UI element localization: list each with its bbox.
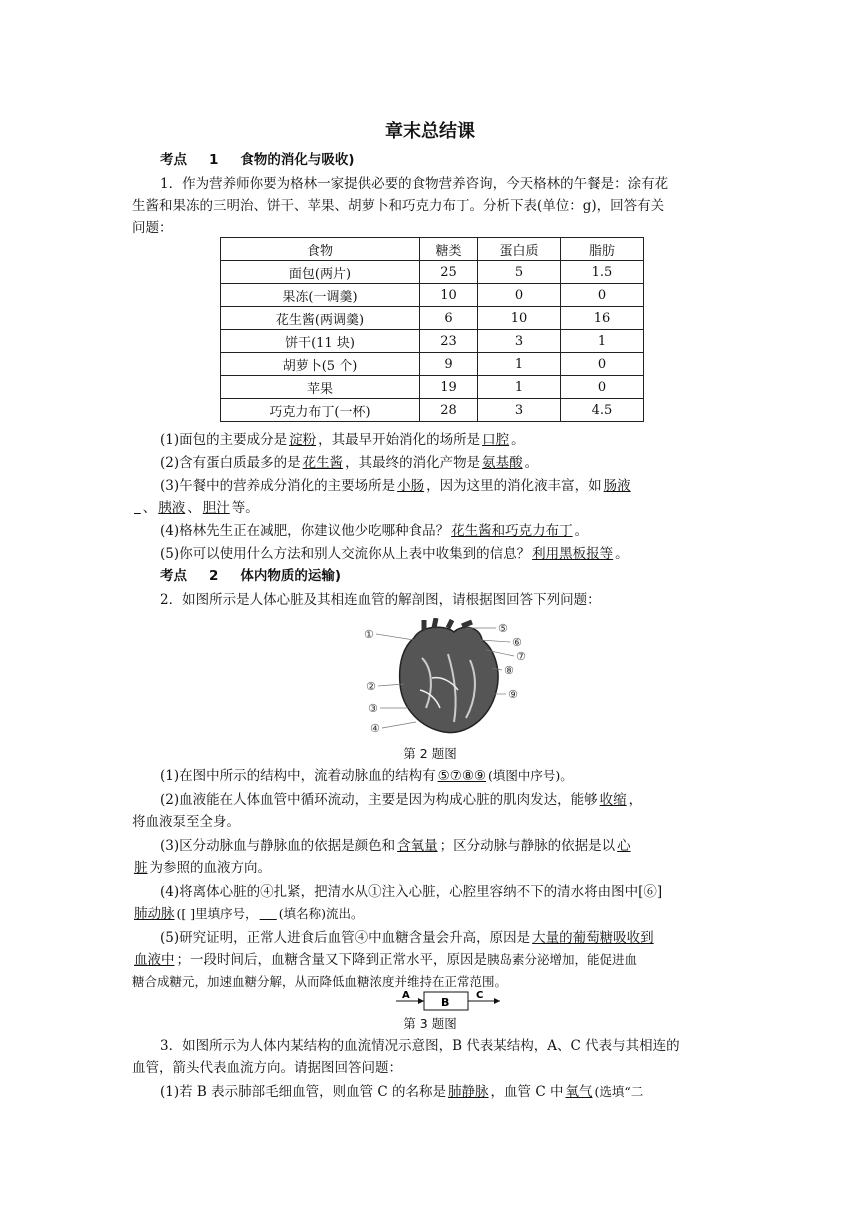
table-header: 脂肪 xyxy=(561,238,644,261)
answer: 肠液 xyxy=(603,478,631,494)
section-heading-2 xyxy=(160,566,732,586)
table-cell: 面包(两片) xyxy=(221,261,420,284)
table-cell: 3 xyxy=(478,399,561,422)
q2-part-2-cont: 将血液泵至全身。 xyxy=(132,814,240,830)
answer: 肺动脉 xyxy=(134,906,175,922)
answer: 利用黑板报等 xyxy=(532,546,614,562)
table-cell: 饼干(11 块) xyxy=(221,330,420,353)
heart-body xyxy=(400,627,498,732)
q1-part-1: (1)面包的主要成分是 淀粉 ，其最早开始消化的场所是 口腔 。 xyxy=(160,432,525,448)
table-cell: 0 xyxy=(561,284,644,307)
table-cell: 1 xyxy=(478,376,561,399)
answer: 含氧量 xyxy=(397,838,438,854)
table-cell: 28 xyxy=(420,399,478,422)
q3-stem: 血管，箭头代表血流方向。请据图回答问题： xyxy=(132,1060,402,1076)
structure-b-label: B xyxy=(441,996,450,1009)
table-cell: 10 xyxy=(420,284,478,307)
answer: 收缩 xyxy=(599,792,627,808)
table-row xyxy=(221,261,644,284)
figure-label: ⑧ xyxy=(504,664,514,677)
figure-label: ① xyxy=(364,628,374,641)
table-row xyxy=(221,399,644,422)
q2-part-5-cont: 血液中 ；一段时间后，血糖含量又下降到正常水平，原因是胰岛素分泌增加，能促进血 xyxy=(134,952,638,968)
table-cell: 0 xyxy=(561,376,644,399)
answer: 氧气 xyxy=(565,1084,593,1100)
table-cell: 花生酱(两调羹) xyxy=(221,307,420,330)
table-header: 糖类 xyxy=(420,238,478,261)
table-cell: 苹果 xyxy=(221,376,420,399)
table-row xyxy=(221,376,644,399)
table-header: 食物 xyxy=(221,238,420,261)
answer: 胰岛素分泌增加，能促进血 xyxy=(487,952,638,967)
answer: 肺静脉 xyxy=(448,1084,489,1100)
figure-caption: 第 3 题图 xyxy=(403,1016,457,1031)
table-cell: 23 xyxy=(420,330,478,353)
answer: ⑤⑦⑧⑨ xyxy=(437,768,487,784)
answer: 糖合成糖元，加速血糖分解，从而降低血糖浓度并维持在正常范围 xyxy=(132,974,495,989)
blood-flow-diagram xyxy=(396,990,500,1012)
q1-stem: 1．作为营养师你要为格林一家提供必要的食物营养咨询，今天格林的午餐是：涂有花 xyxy=(160,176,669,192)
table-header-row xyxy=(221,238,644,261)
q2-part-3: (3)区分动脉血与静脉血的依据是颜色和 含氧量 ；区分动脉与静脉的依据是以 心 xyxy=(160,838,631,854)
figure-caption: 第 2 题图 xyxy=(403,746,457,761)
figure-label: ③ xyxy=(368,702,378,715)
q2-part-2: (2)血液能在人体血管中循环流动，主要是因为构成心脏的肌肉发达，能够 收缩 ， xyxy=(160,792,643,808)
vessel-a-label: A xyxy=(402,990,410,1001)
table-cell: 5 xyxy=(478,261,561,284)
q1-part-3-cont: 、 胰液 、 胆汁 等。 xyxy=(142,500,259,516)
answer: 淀粉 xyxy=(289,432,317,448)
section-label: 考点 xyxy=(160,152,187,168)
answer: 血液中 xyxy=(134,952,175,968)
table-cell: 1.5 xyxy=(561,261,644,284)
table-cell: 4.5 xyxy=(561,399,644,422)
q2-part-3-cont: 脏 为参照的血液方向。 xyxy=(134,860,271,876)
figure-label: ⑤ xyxy=(498,622,508,635)
figure-label: ② xyxy=(366,680,376,693)
section-heading-1 xyxy=(160,150,732,170)
heart-anatomy-figure xyxy=(362,618,532,740)
table-cell: 9 xyxy=(420,353,478,376)
answer: 花生酱 xyxy=(302,455,344,471)
table-cell: 巧克力布丁(一杯) xyxy=(221,399,420,422)
q1-part-3: (3)午餐中的营养成分消化的主要场所是 小肠 ，因为这里的消化液丰富，如 肠液 xyxy=(160,478,631,494)
table-cell: 1 xyxy=(561,330,644,353)
table-cell: 19 xyxy=(420,376,478,399)
section-name: 体内物质的运输) xyxy=(240,568,342,584)
table-cell: 果冻(一调羹) xyxy=(221,284,420,307)
table-cell: 胡萝卜(5 个) xyxy=(221,353,420,376)
table-cell: 1 xyxy=(478,353,561,376)
table-row xyxy=(221,330,644,353)
page-title: 章末总结课 xyxy=(385,121,475,142)
q1-part-4: (4)格林先生正在减肥，你建议他少吃哪种食品？ 花生酱和巧克力布丁 。 xyxy=(160,523,589,539)
vessel-c-label: C xyxy=(476,990,484,1001)
table-row xyxy=(221,307,644,330)
q1-part-2: (2)含有蛋白质最多的是 花生酱 ，其最终的消化产物是 氨基酸 。 xyxy=(160,455,539,471)
answer: 心 xyxy=(617,838,631,854)
table-row xyxy=(221,353,644,376)
figure-label: ⑨ xyxy=(508,688,518,701)
q3-stem: 3．如图所示为人体内某结构的血流情况示意图，B 代表某结构，A、C 代表与其相连的 xyxy=(160,1038,680,1054)
figure-label: ⑦ xyxy=(516,650,526,663)
section-number: 2 xyxy=(209,568,219,584)
figure-label: ⑥ xyxy=(512,636,522,649)
answer: 花生酱和巧克力布丁 xyxy=(451,523,573,539)
answer: 胆汁 xyxy=(202,500,230,516)
table-cell: 6 xyxy=(420,307,478,330)
table-cell: 16 xyxy=(561,307,644,330)
section-number: 1 xyxy=(209,152,219,168)
table-header: 蛋白质 xyxy=(478,238,561,261)
table-cell: 0 xyxy=(561,353,644,376)
q1-part-5: (5)你可以使用什么方法和别人交流你从上表中收集到的信息？ 利用黑板报等 。 xyxy=(160,546,629,562)
answer: 口腔 xyxy=(482,432,510,448)
q2-stem: 2．如图所示是人体心脏及其相连血管的解剖图，请根据图回答下列问题： xyxy=(160,592,601,608)
nutrition-table xyxy=(220,237,644,422)
q2-part-5: (5)研究证明，正常人进食后血管④中血糖含量会升高，原因是 大量的葡萄糖吸收到 xyxy=(160,930,654,946)
q1-stem: 问题： xyxy=(132,220,173,236)
figure-label: ④ xyxy=(370,722,380,735)
q2-part-4: (4)将离体心脏的④扎紧，把清水从①注入心脏，心腔里容纳不下的清水将由图中[⑥] xyxy=(160,884,663,900)
q2-part-1: (1)在图中所示的结构中，流着动脉血的结构有 ⑤⑦⑧⑨ (填图中序号)。 xyxy=(160,768,573,784)
q2-part-4-cont: 肺动脉 ([ ]里填序号， (填名称)流出。 xyxy=(134,906,364,922)
answer: 大量的葡萄糖吸收到 xyxy=(532,930,654,946)
section-label: 考点 xyxy=(160,568,187,584)
table-row xyxy=(221,284,644,307)
answer: 氨基酸 xyxy=(482,455,523,471)
q3-part-1: (1)若 B 表示肺部毛细血管，则血管 C 的名称是 肺静脉 ，血管 C 中 氧气 (选填“二 xyxy=(160,1084,644,1100)
table-cell: 10 xyxy=(478,307,561,330)
answer: 小肠 xyxy=(397,478,425,494)
q2-part-5-cont: 糖合成糖元，加速血糖分解，从而降低血糖浓度并维持在正常范围。 xyxy=(132,974,508,989)
table-cell: 25 xyxy=(420,261,478,284)
answer: 脏 xyxy=(134,860,148,876)
table-cell: 0 xyxy=(478,284,561,307)
answer: 胰液 xyxy=(158,500,186,516)
section-name: 食物的消化与吸收) xyxy=(240,152,355,168)
table-cell: 3 xyxy=(478,330,561,353)
q1-stem: 生酱和果冻的三明治、饼干、苹果、胡萝卜和巧克力布丁。分析下表(单位：g)，回答有关 xyxy=(132,198,665,214)
